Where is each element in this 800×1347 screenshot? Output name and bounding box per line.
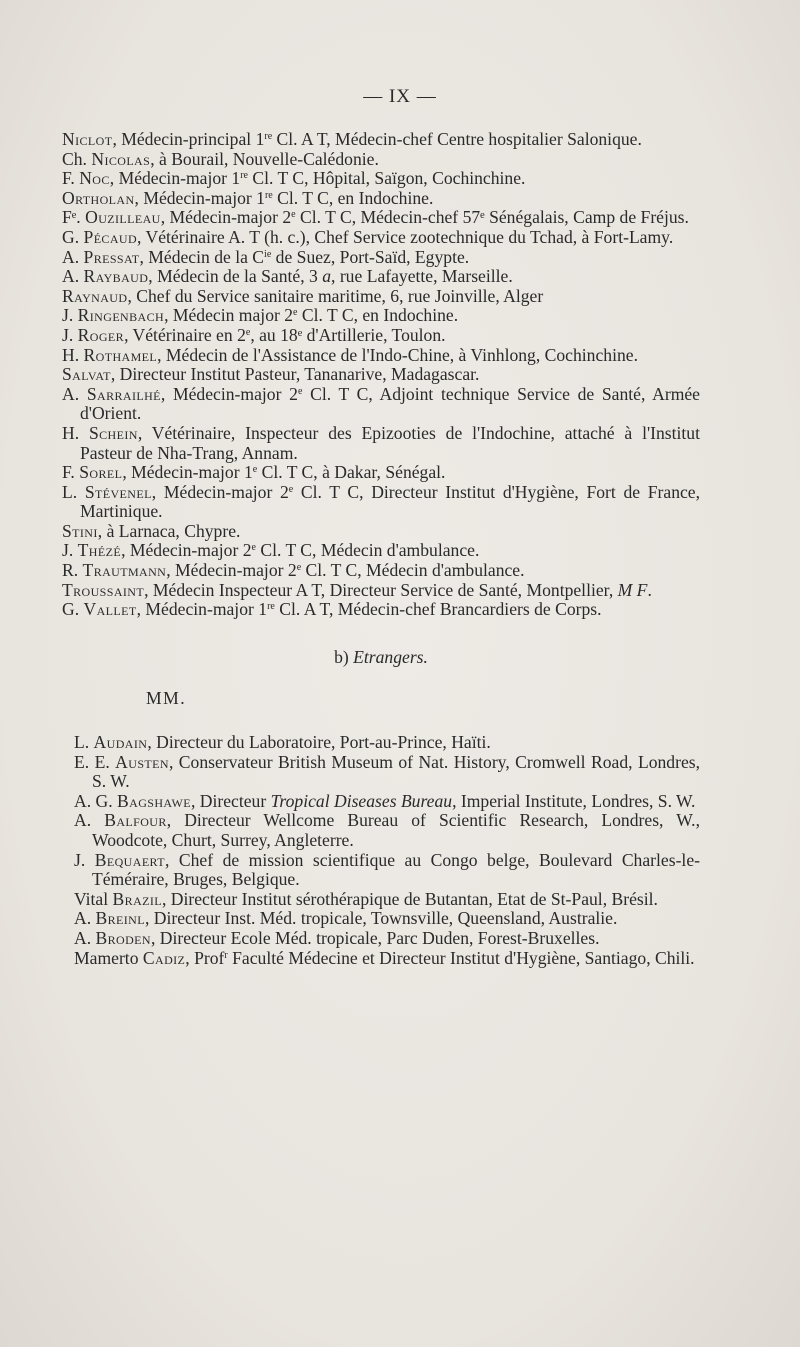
entry-name: Bagshawe (117, 790, 191, 811)
page-body (62, 130, 700, 968)
list-item (62, 189, 700, 209)
entry-text-rest: Cl. A T, Médecin-chef Brancardiers de Corps. (274, 599, 602, 620)
entry-text-rest: Cl. T C, Médecin d'ambulance. (301, 560, 525, 581)
entry-text-rest: de Suez, Port-Saïd, Egypte. (271, 246, 470, 267)
entry-text: , Médecin-principal 1 (112, 129, 265, 149)
entry-name: Trautmann (82, 560, 167, 581)
entry-initial: J. (62, 540, 78, 561)
entry-text: , Médecin-major 2 (160, 207, 292, 228)
entry-text-rest: . (647, 579, 652, 600)
list-item (62, 228, 700, 248)
member-list-foreign (62, 733, 700, 968)
list-item (74, 753, 700, 792)
entry-initial: Mamerto (74, 947, 143, 968)
entry-text: , Médecin-major 1 (109, 168, 241, 189)
list-item (62, 483, 700, 522)
entry-name: Nicolas (91, 148, 151, 169)
entry-text: , Médecin major 2 (164, 305, 294, 326)
entry-italic: Tropical Diseases Bureau (270, 790, 453, 811)
entry-name: Thézé (77, 540, 122, 561)
list-item (62, 150, 700, 170)
entry-superscript: e (252, 464, 258, 476)
entry-superscript: e (291, 209, 296, 221)
entry-text-rest: , au 18ᵉ d'Artillerie, Toulon. (250, 324, 446, 345)
entry-initial: R. (62, 560, 83, 581)
entry-text: , Médecin Inspecteur A T, Directeur Service de Santé, Montpellier, (144, 579, 618, 600)
entry-initial: E. E. (74, 751, 116, 772)
entry-text: , Directeur Institut Pasteur, Tananarive, Madagascar. (110, 364, 480, 385)
section-title-prefix: b) (334, 646, 354, 667)
entry-initial: A. (62, 383, 87, 404)
page-number: — IX — (363, 86, 437, 107)
entry-name: Stévenel (84, 481, 152, 502)
list-item (62, 248, 700, 268)
list-item (62, 541, 700, 561)
entry-italic: a (322, 266, 332, 287)
entry-text-rest: Cl. T C, Médecin d'ambulance. (255, 540, 480, 561)
entry-name: Troussaint (62, 579, 145, 600)
entry-initial: H. (62, 344, 84, 365)
entry-initial: Ch. (62, 148, 92, 169)
entry-name: Roger (77, 324, 125, 345)
entry-text: , Médecin de l'Assistance de l'Indo-Chine, à Vinhlong, Cochinchine. (157, 344, 638, 365)
list-item (62, 267, 700, 287)
list-item (62, 326, 700, 346)
entry-name: Pécaud (83, 226, 138, 247)
list-item (62, 385, 700, 424)
entry-text: , Conservateur British Museum of Nat. History, Cromwell Road, Londres, S. W. (92, 751, 700, 792)
entry-initial: A. (62, 246, 84, 267)
list-item (62, 169, 700, 189)
entry-superscript: re (264, 131, 273, 142)
entry-superscript: ie (264, 248, 272, 260)
entry-initial: A. (74, 810, 105, 831)
entry-text: , Médecin-major 2 (160, 383, 298, 404)
list-item (74, 792, 700, 812)
entry-text: , Médecin-major 2 (121, 540, 252, 561)
entry-superscript: re (240, 170, 248, 182)
entry-superscript: e (296, 562, 302, 574)
entry-superscript: re (267, 601, 275, 613)
entry-initial: G. (62, 599, 84, 620)
entry-text: , Médecin-major 1 (134, 187, 265, 208)
mm-heading: MM. (146, 688, 187, 709)
entry-initial: F. (62, 168, 80, 189)
entry-text: , Vétérinaire A. T (h. c.), Chef Service zootechnique du Tchad, à Fort-Lamy. (137, 226, 674, 247)
list-item (74, 851, 700, 890)
entry-text: , à Larnaca, Chypre. (97, 520, 241, 541)
entry-superscript: re (264, 189, 273, 201)
list-item (62, 424, 700, 463)
entry-superscript: e (297, 385, 303, 397)
entry-initial: A. (74, 908, 96, 929)
entry-name: Broden (95, 927, 151, 948)
entry-superscript: e (251, 542, 256, 554)
list-item (62, 346, 700, 366)
entry-text: , Directeur Wellcome Bureau of Scientific Research, Londres, W., Woodcote, Churt, Surrey, Angleterre. (92, 810, 700, 850)
entry-name: Raynaud (62, 285, 128, 306)
entry-text: , Médecin-major 1 (122, 462, 253, 483)
entry-superscript: e (293, 307, 298, 319)
entry-text: , Médecin de la Santé, 3 (148, 266, 323, 287)
entry-superscript: e (288, 483, 294, 495)
entry-initial: A. (62, 266, 84, 287)
entry-text: , Directeur Institut sérothérapique de Butantan, Etat de St-Paul, Brésil. (162, 888, 658, 909)
list-item (62, 365, 700, 385)
entry-initial: F. (62, 462, 80, 483)
entry-text: , à Bourail, Nouvelle-Calédonie. (150, 148, 379, 169)
entry-name: Vallet (83, 599, 137, 620)
entry-name: Sorel (79, 462, 123, 483)
entry-name: Breinl (95, 908, 145, 929)
entry-text: , Chef de mission scientifique au Congo belge, Boulevard Charles-le-Téméraire, Bruges, Belgique. (92, 849, 700, 890)
entry-italic: M F (617, 579, 648, 600)
entry-text: , Chef du Service sanitaire maritime, 6, rue Joinville, Alger (127, 285, 544, 306)
list-item (62, 306, 700, 326)
entry-name: Audain (93, 732, 148, 753)
entry-name: Raybaud (83, 266, 149, 287)
entry-name: Ouzilleau (85, 207, 161, 228)
list-item (62, 287, 700, 307)
entry-text: , Directeur (190, 790, 271, 811)
entry-initial: A. G. (74, 790, 118, 811)
entry-name: Bequaert (94, 849, 165, 870)
entry-initial: L. (62, 481, 85, 502)
entry-initial: Vital (74, 888, 113, 909)
entry-name: Salvat (62, 364, 111, 385)
entry-text-rest: , Imperial Institute, Londres, S. W. (452, 790, 696, 811)
entry-text-rest: , rue Lafayette, Marseille. (331, 266, 513, 287)
list-item (74, 733, 700, 753)
entry-name: Sarrailhé (86, 383, 161, 404)
entry-initial: Fᵉ. (62, 207, 86, 228)
list-item (62, 581, 700, 601)
list-item (74, 929, 700, 949)
entry-text: , Médecin-major 2 (166, 560, 297, 581)
entry-superscript: e (245, 326, 251, 338)
entry-text: , Médecin de la C (139, 246, 265, 267)
entry-superscript: r (224, 949, 228, 961)
entry-text-rest: Cl. T C, Hôpital, Saïgon, Cochinchine. (248, 168, 526, 189)
entry-name: Stini (62, 520, 98, 541)
member-list-french (62, 130, 700, 620)
entry-initial: J. (62, 305, 78, 326)
list-item (62, 561, 700, 581)
entry-name: Niclot (62, 129, 113, 149)
entry-initial: H. (62, 422, 89, 443)
entry-text-rest: Cl. T C, à Dakar, Sénégal. (257, 462, 446, 483)
section-title-label: Etrangers. (353, 646, 428, 667)
entry-text: , Médecin-major 1 (136, 599, 268, 620)
entry-text: , Vétérinaire en 2 (124, 324, 246, 345)
entry-text: , Directeur Inst. Méd. tropicale, Townsville, Queensland, Australie. (144, 908, 618, 929)
list-item (74, 909, 700, 929)
entry-initial: J. (74, 849, 95, 870)
entry-name: Austen (115, 751, 169, 772)
entry-text: , Vétérinaire, Inspecteur des Epizooties de l'Indochine, attaché à l'Institut Pasteur de Nha-Trang, Annam. (80, 422, 700, 463)
entry-text-rest: Cl. T C, Adjoint technique Service de Santé, Armée d'Orient. (80, 383, 700, 424)
entry-name: Ortholan (62, 187, 135, 208)
entry-text-rest: Cl. A T, Médecin-chef Centre hospitalier Salonique. (272, 129, 642, 149)
entry-name: Brazil (112, 888, 162, 909)
entry-initial: J. (62, 324, 78, 345)
list-item (62, 463, 700, 483)
entry-text-rest: Cl. T C, Médecin-chef 57ᵉ Sénégalais, Camp de Fréjus. (295, 207, 689, 228)
list-item (74, 811, 700, 850)
entry-text: , Prof (185, 947, 225, 968)
entry-name: Ringenbach (77, 305, 165, 326)
entry-name: Pressat (83, 246, 140, 267)
list-item (62, 522, 700, 542)
entry-text-rest: Cl. T C, Directeur Institut d'Hygiène, Fort de France, Martinique. (80, 481, 701, 522)
list-item (62, 130, 700, 150)
entry-initial: A. (74, 927, 96, 948)
entry-name: Balfour (104, 810, 167, 831)
entry-text-rest: Cl. T C, en Indochine. (297, 305, 459, 326)
entry-initial: G. (62, 226, 84, 247)
list-item (74, 949, 700, 969)
entry-initial: L. (74, 732, 94, 753)
list-item (74, 890, 700, 910)
list-item (62, 600, 700, 620)
entry-text: , Directeur du Laboratoire, Port-au-Prince, Haïti. (147, 732, 491, 753)
section-title (62, 648, 700, 668)
entry-text-rest: Cl. T C, en Indochine. (272, 187, 434, 208)
entry-name: Rothamel (83, 344, 158, 365)
entry-text: , Médecin-major 2 (151, 481, 289, 502)
entry-name: Noc (79, 168, 110, 189)
entry-text: , Directeur Ecole Méd. tropicale, Parc Duden, Forest-Bruxelles. (150, 927, 600, 948)
list-item (62, 208, 700, 228)
entry-name: Schein (88, 422, 138, 443)
entry-name: Cadiz (142, 947, 186, 968)
entry-text-rest: Faculté Médecine et Directeur Institut d'Hygiène, Santiago, Chili. (227, 947, 695, 968)
